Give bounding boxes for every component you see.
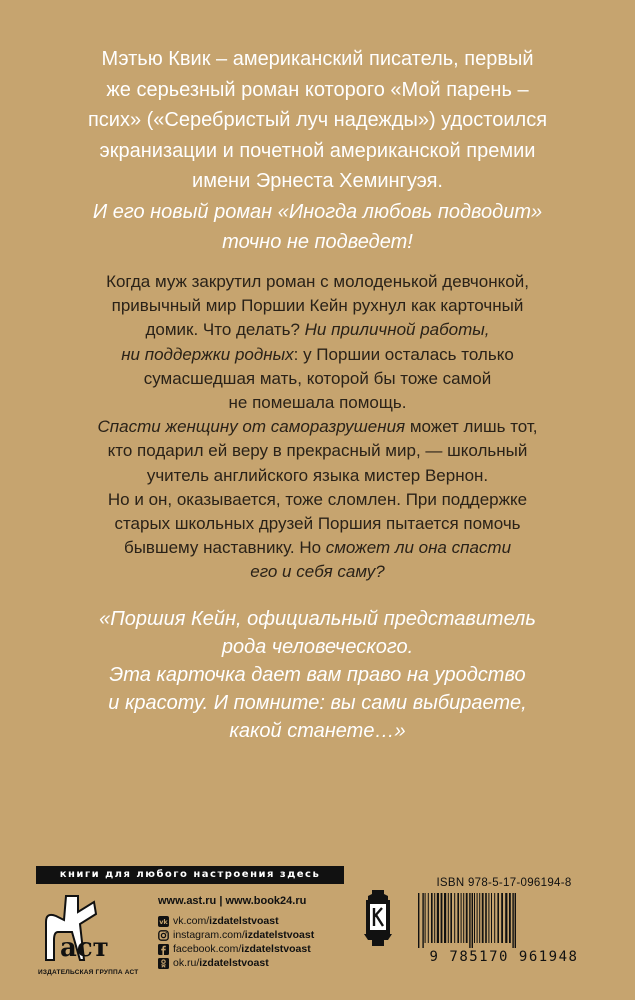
summary-line: Спасти женщину от саморазрушения может лишь тот,	[97, 417, 538, 437]
barcode-bar	[515, 893, 516, 948]
quote-line: «Поршия Кейн, официальный представитель	[99, 608, 536, 630]
publisher-caption: ИЗДАТЕЛЬСКАЯ ГРУППА АСТ	[38, 969, 139, 976]
barcode-bar	[457, 893, 459, 943]
facebook-icon	[158, 944, 169, 955]
summary-line: не помешала помощь.	[228, 393, 407, 413]
intro-line: экранизации и почетной американской премии	[99, 139, 536, 162]
barcode-bar	[512, 893, 513, 948]
isbn-number: ISBN 978-5-17-096194-8	[436, 877, 572, 889]
summary-line: старых школьных друзей Поршия пытается помочь	[114, 514, 521, 534]
lantern-icon	[358, 888, 398, 948]
intro-tagline: точно не подведет!	[222, 231, 413, 253]
summary-line: сумасшедшая мать, которой бы тоже самой	[143, 368, 492, 388]
barcode-bar	[494, 893, 495, 943]
summary-line: учитель английского языка мистер Вернон.	[146, 465, 489, 485]
ast-logo-icon	[44, 892, 124, 962]
social-link-vk[interactable]: vk vk.com/ izdatelstvoast	[159, 915, 279, 927]
barcode-bar	[509, 893, 511, 943]
publisher-links	[158, 894, 348, 970]
social-link-ok[interactable]: ok.ru/ izdatelstvoast	[158, 956, 348, 970]
barcode-bar	[488, 893, 489, 943]
barcode-bar	[418, 893, 419, 948]
barcode-bar	[501, 893, 503, 943]
quote-line: какой станете…»	[229, 720, 406, 742]
barcode-bar	[428, 893, 429, 943]
barcode-bar	[491, 893, 492, 943]
websites-link[interactable]: www.ast.ru | www.book24.ru	[158, 895, 307, 907]
barcode-bar	[466, 893, 468, 943]
barcode-bar	[441, 893, 443, 943]
barcode-bar	[425, 893, 426, 943]
instagram-icon	[158, 930, 169, 941]
barcode-bar	[448, 893, 449, 943]
barcode-bar	[485, 893, 487, 943]
intro-tagline: И его новый роман «Иногда любовь подводит»	[92, 200, 543, 223]
book-summary	[0, 270, 635, 585]
odnoklassniki-icon	[158, 958, 169, 969]
social-link-instagram[interactable]: instagram.com/ izdatelstvoast	[158, 928, 348, 942]
summary-line: Когда муж закрутил роман с молоденькой девчонкой,	[106, 272, 529, 291]
isbn-block	[410, 877, 598, 977]
barcode-bar	[482, 893, 484, 943]
quote-line: рода человеческого.	[221, 636, 414, 658]
summary-line: бывшему наставнику. Но сможет ли она спасти	[123, 538, 512, 558]
summary-line: ни поддержки родных: у Поршии осталась только	[121, 344, 514, 364]
summary-line: кто подарил ей веру в прекрасный мир, — школьный	[107, 441, 528, 461]
logo-text: аст	[60, 933, 109, 962]
barcode-bar	[469, 893, 470, 948]
barcode-bar	[474, 893, 475, 943]
intro-line: имени Эрнеста Хемингуэя.	[192, 170, 443, 192]
barcode-bar	[444, 893, 446, 943]
slogan-banner: книги для любого настроения здесь	[36, 866, 344, 884]
barcode-digits: 9 785170 961948	[429, 949, 579, 965]
social-link-facebook[interactable]: facebook.com/ izdatelstvoast	[158, 942, 348, 956]
intro-line: же серьезный роман которого «Мой парень –	[106, 78, 529, 101]
barcode-bar	[463, 893, 464, 943]
publisher-logo	[38, 892, 139, 984]
summary-line: привычный мир Поршии Кейн рухнул как карточный	[111, 296, 524, 316]
barcode-bar	[437, 893, 439, 943]
summary-line: домик. Что делать? Ни приличной работы,	[145, 320, 490, 340]
barcode-bar	[434, 893, 435, 943]
intro-line: Мэтью Квик – американский писатель, первый	[101, 48, 534, 70]
svg-text:vk: vk	[159, 917, 168, 926]
quote-line: Эта карточка дает вам право на уродство	[109, 664, 526, 686]
barcode-bar	[431, 893, 433, 943]
vk-icon	[158, 916, 169, 927]
summary-line: Но и он, оказывается, тоже сломлен. При поддержке	[107, 489, 528, 509]
intro-line: псих» («Серебристый луч надежды») удостоился	[87, 109, 548, 131]
barcode-bar	[422, 893, 423, 948]
summary-line: его и себя саму?	[250, 562, 385, 582]
barcode-bar	[479, 893, 480, 943]
book-quote	[0, 605, 635, 745]
barcode-bar	[454, 893, 455, 943]
quote-line: и красоту. И помните: вы сами выбираете,	[108, 692, 527, 714]
barcode-bar	[505, 893, 507, 943]
barcode-image	[416, 893, 594, 948]
barcode-bar	[477, 893, 478, 943]
barcode-bar	[450, 893, 452, 943]
barcode-bar	[472, 893, 473, 948]
author-intro	[0, 44, 635, 258]
barcode-bar	[461, 893, 462, 943]
barcode-bar	[497, 893, 499, 943]
